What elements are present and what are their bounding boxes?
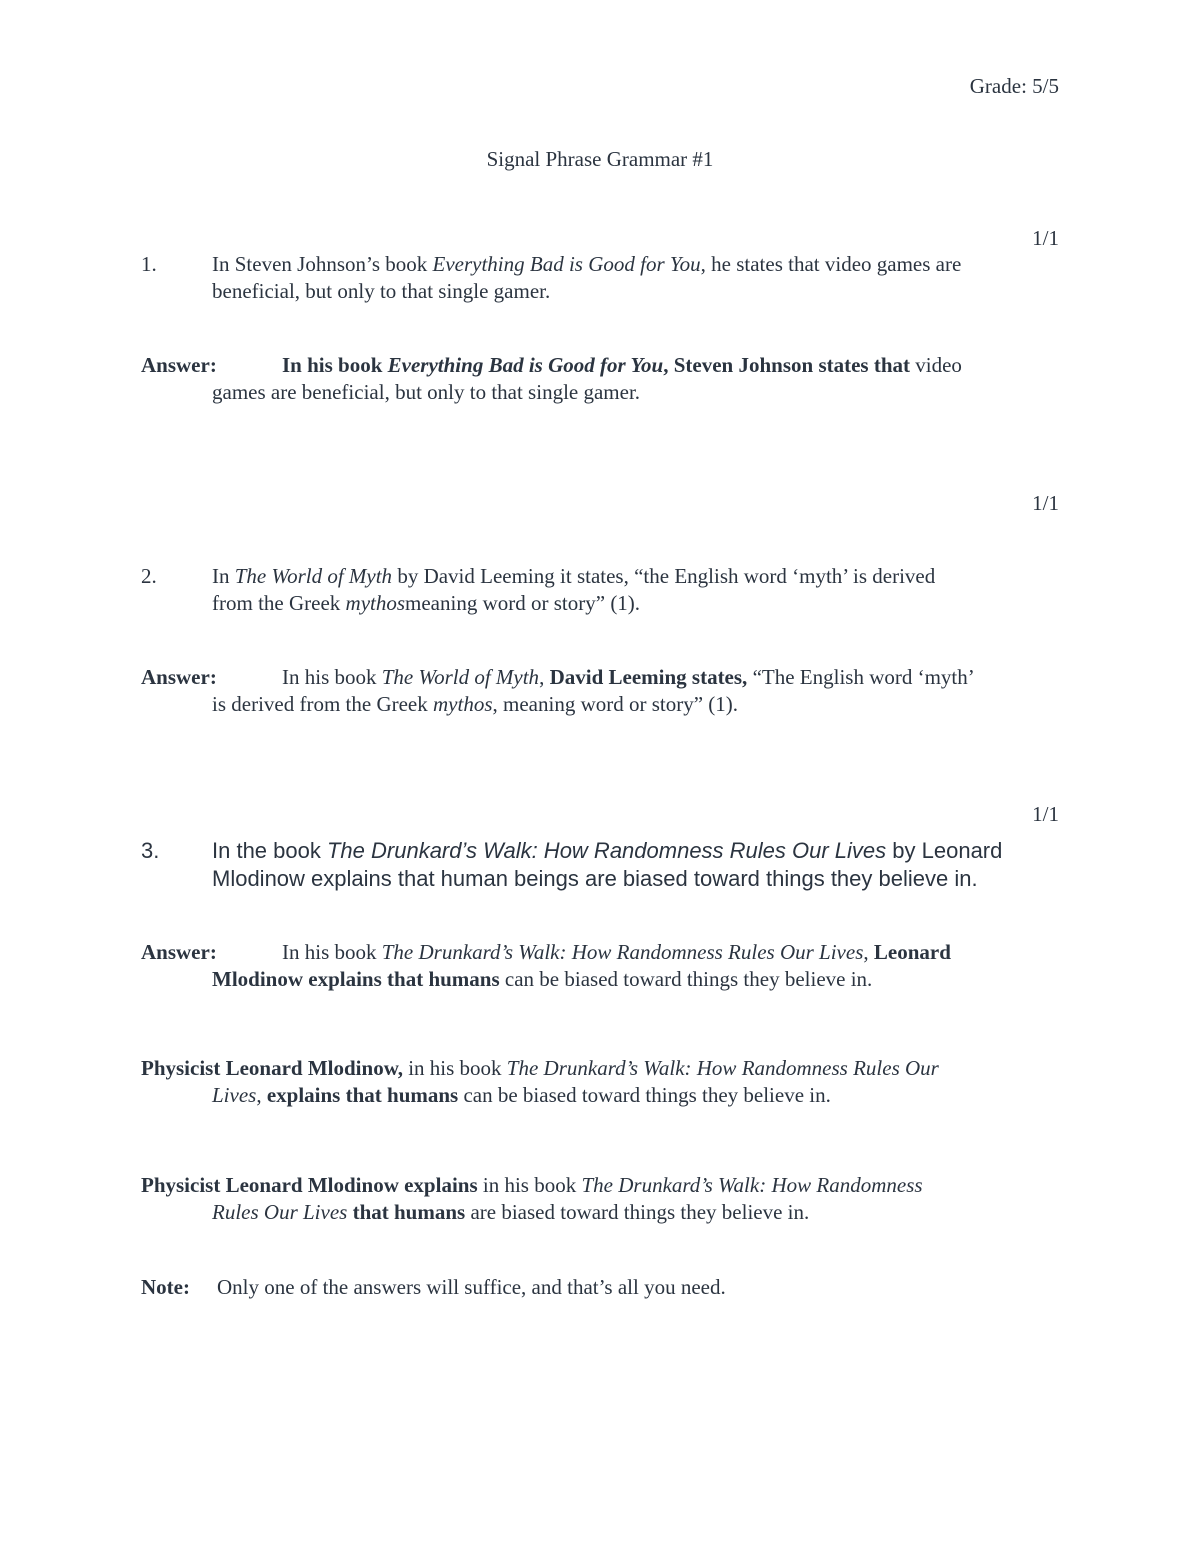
alternative-answer-1 <box>141 1055 1061 1109</box>
note-text: Only one of the answers will suffice, and that’s all you need. <box>217 1275 726 1299</box>
text: In his book <box>282 353 388 377</box>
text: In his book <box>282 665 382 689</box>
signal-phrase: Leonard <box>873 940 951 964</box>
text: , <box>539 665 550 689</box>
signal-phrase: David Leeming states, <box>549 665 748 689</box>
signal-phrase: that humans <box>347 1200 466 1224</box>
score-q2: 1/1 <box>1032 491 1059 515</box>
text: video <box>910 353 962 377</box>
alternative-answer-2 <box>141 1172 1061 1226</box>
page-title: Signal Phrase Grammar #1 <box>486 147 714 171</box>
text: is derived from the Greek <box>212 692 434 716</box>
text: are biased toward things they believe in. <box>465 1200 810 1224</box>
text: , Steven Johnson states that <box>663 353 911 377</box>
text: in his book <box>402 1056 507 1080</box>
text: “The English word ‘myth’ <box>747 665 975 689</box>
answer-2 <box>141 664 1061 718</box>
greek-word: mythos <box>345 591 406 615</box>
book-title: The Drunkard’s Walk: How Randomness Rules Our <box>506 1056 939 1080</box>
signal-phrase: Mlodinow explains that humans <box>212 967 500 991</box>
question-number: 3. <box>141 838 160 863</box>
text: from the Greek <box>212 591 346 615</box>
score-q3: 1/1 <box>1032 802 1059 826</box>
text: meaning word or story” (1). <box>405 591 641 615</box>
book-title: The World of Myth <box>234 564 393 588</box>
question-number: 1. <box>141 252 157 276</box>
answer-1 <box>141 352 1061 406</box>
question-2 <box>141 563 1061 617</box>
text: beneficial, but only to that single gamer. <box>212 279 551 303</box>
book-title: Everything Bad is Good for You <box>432 252 701 276</box>
answer-label: Answer: <box>141 353 217 377</box>
text: by Leonard <box>886 838 1003 863</box>
greek-word: mythos <box>433 692 493 716</box>
text: , <box>256 1083 267 1107</box>
text: , <box>863 940 874 964</box>
text: , meaning word or story” (1). <box>492 692 739 716</box>
note <box>141 1274 1061 1301</box>
book-title: Lives <box>212 1083 257 1107</box>
answer-label: Answer: <box>141 665 217 689</box>
grade: Grade: 5/5 <box>969 74 1059 98</box>
score-q1: 1/1 <box>1032 226 1059 250</box>
note-label: Note: <box>141 1275 190 1299</box>
text: , he states that video games are <box>700 252 962 276</box>
signal-phrase: explains that humans <box>266 1083 459 1107</box>
text: In <box>212 564 235 588</box>
signal-phrase: Physicist Leonard Mlodinow, <box>141 1056 403 1080</box>
question-number: 2. <box>141 564 157 588</box>
text: Mlodinow explains that human beings are biased toward things they believe in. <box>212 866 978 891</box>
answer-label: Answer: <box>141 940 217 964</box>
signal-phrase: Physicist Leonard Mlodinow explains <box>141 1173 478 1197</box>
text: In the book <box>212 838 327 863</box>
question-3 <box>141 837 1061 893</box>
book-title: The Drunkard’s Walk: How Randomness Rules Our Lives <box>326 838 887 863</box>
text: can be biased toward things they believe in. <box>458 1083 831 1107</box>
book-title: The Drunkard’s Walk: How Randomness <box>581 1173 923 1197</box>
question-1 <box>141 251 1061 305</box>
answer-3 <box>141 939 1061 993</box>
text: in his book <box>477 1173 582 1197</box>
text: can be biased toward things they believe in. <box>499 967 873 991</box>
text: In Steven Johnson’s book <box>212 252 433 276</box>
book-title: The World of Myth <box>381 665 540 689</box>
book-title: The Drunkard’s Walk: How Randomness Rules Our Lives <box>381 940 864 964</box>
text: games are beneficial, but only to that single gamer. <box>212 380 641 404</box>
text: by David Leeming it states, “the English word ‘myth’ is derived <box>392 564 936 588</box>
text: In his book <box>282 940 382 964</box>
book-title: Everything Bad is Good for You <box>387 353 664 377</box>
book-title: Rules Our Lives <box>212 1200 348 1224</box>
